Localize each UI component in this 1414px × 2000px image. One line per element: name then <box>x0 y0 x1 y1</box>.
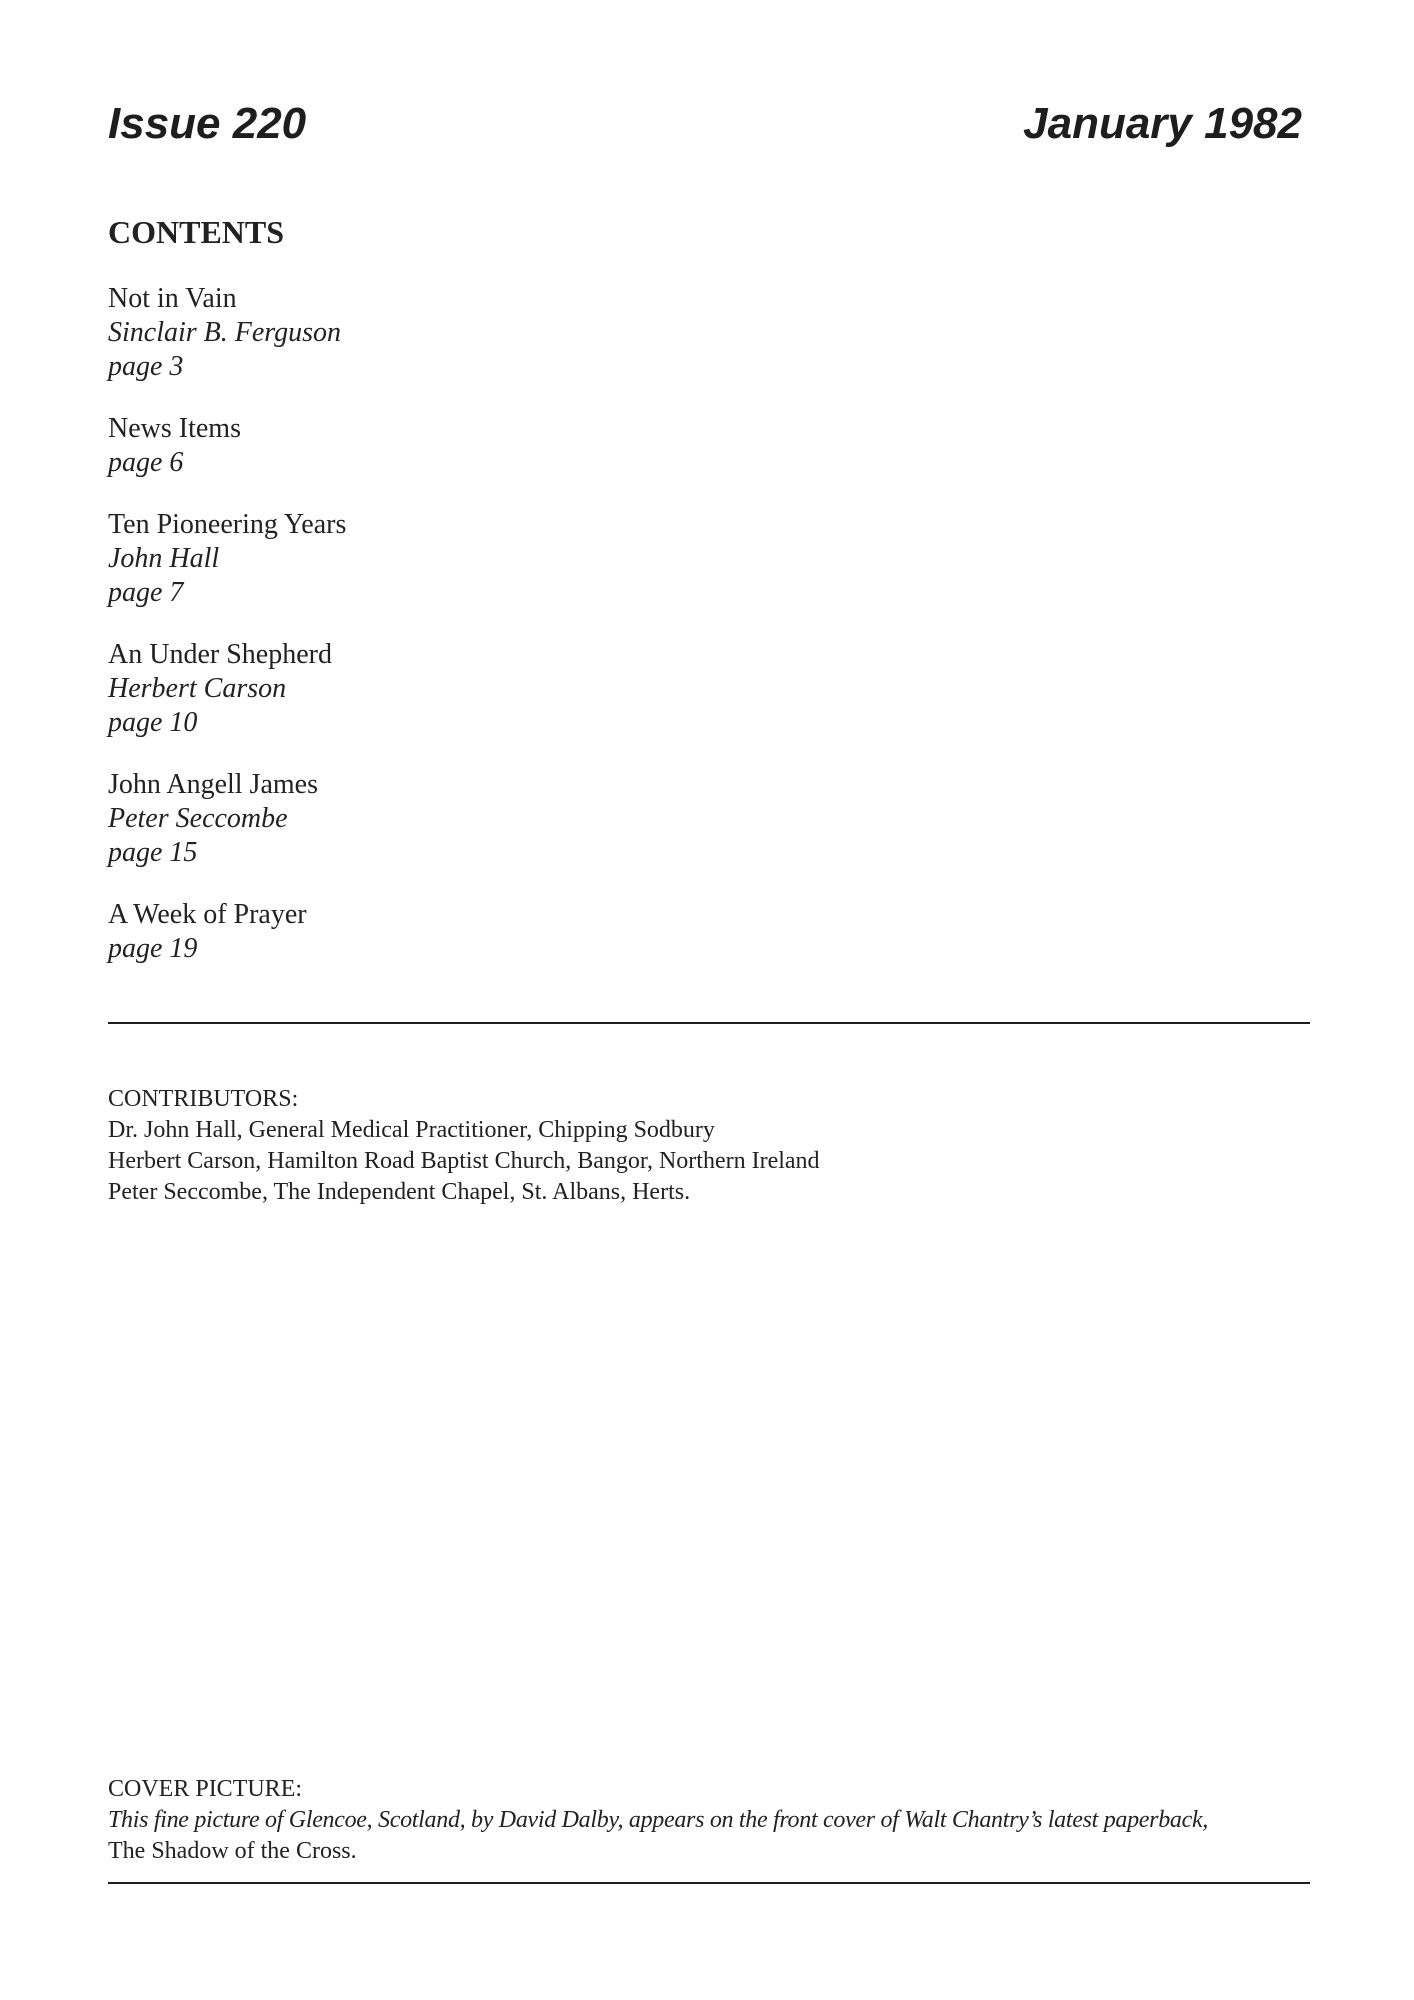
contents-heading: CONTENTS <box>108 214 285 250</box>
toc-entry <box>108 898 1008 966</box>
toc-entry-author: Herbert Carson <box>108 673 287 704</box>
table-of-contents <box>108 282 1008 994</box>
toc-entry-author: John Hall <box>108 543 220 574</box>
toc-entry-title: John Angell James <box>108 769 318 800</box>
cover-picture-section <box>108 1774 1313 1867</box>
toc-entry-author: Sinclair B. Ferguson <box>108 317 342 348</box>
contributor-line: Dr. John Hall, General Medical Practitioner, Chipping Sodbury <box>108 1117 715 1143</box>
toc-entry-page: page 3 <box>108 351 184 382</box>
contributor-line: Peter Seccombe, The Independent Chapel, St. Albans, Herts. <box>108 1179 691 1205</box>
cover-picture-caption: This fine picture of Glencoe, Scotland, by David Dalby, appears on the front cover of Walt Chantry’s latest paperback, <box>108 1807 1209 1833</box>
contributor-line: Herbert Carson, Hamilton Road Baptist Church, Bangor, Northern Ireland <box>108 1148 820 1174</box>
toc-entry <box>108 768 1008 870</box>
toc-entry-page: page 19 <box>108 933 198 964</box>
cover-picture-heading: COVER PICTURE: <box>108 1776 303 1802</box>
toc-entry <box>108 412 1008 480</box>
toc-entry-page: page 10 <box>108 707 198 738</box>
bottom-divider <box>108 1882 1310 1884</box>
toc-entry-title: Not in Vain <box>108 283 237 314</box>
toc-entry-page: page 6 <box>108 447 184 478</box>
toc-entry-title: News Items <box>108 413 241 444</box>
toc-entry-author: Peter Seccombe <box>108 803 288 834</box>
issue-date: January 1982 <box>1023 99 1302 148</box>
toc-entry-title: Ten Pioneering Years <box>108 509 347 540</box>
toc-entry <box>108 638 1008 740</box>
contributors-section <box>108 1084 1308 1208</box>
toc-entry <box>108 282 1008 384</box>
section-divider <box>108 1022 1310 1024</box>
toc-entry-title: A Week of Prayer <box>108 899 307 930</box>
toc-entry <box>108 508 1008 610</box>
toc-entry-page: page 15 <box>108 837 198 868</box>
toc-entry-title: An Under Shepherd <box>108 639 332 670</box>
toc-entry-page: page 7 <box>108 577 184 608</box>
page-header <box>108 96 1302 156</box>
contributors-heading: CONTRIBUTORS: <box>108 1086 299 1112</box>
cover-book-title: The Shadow of the Cross. <box>108 1838 357 1864</box>
issue-number: Issue 220 <box>108 99 307 148</box>
